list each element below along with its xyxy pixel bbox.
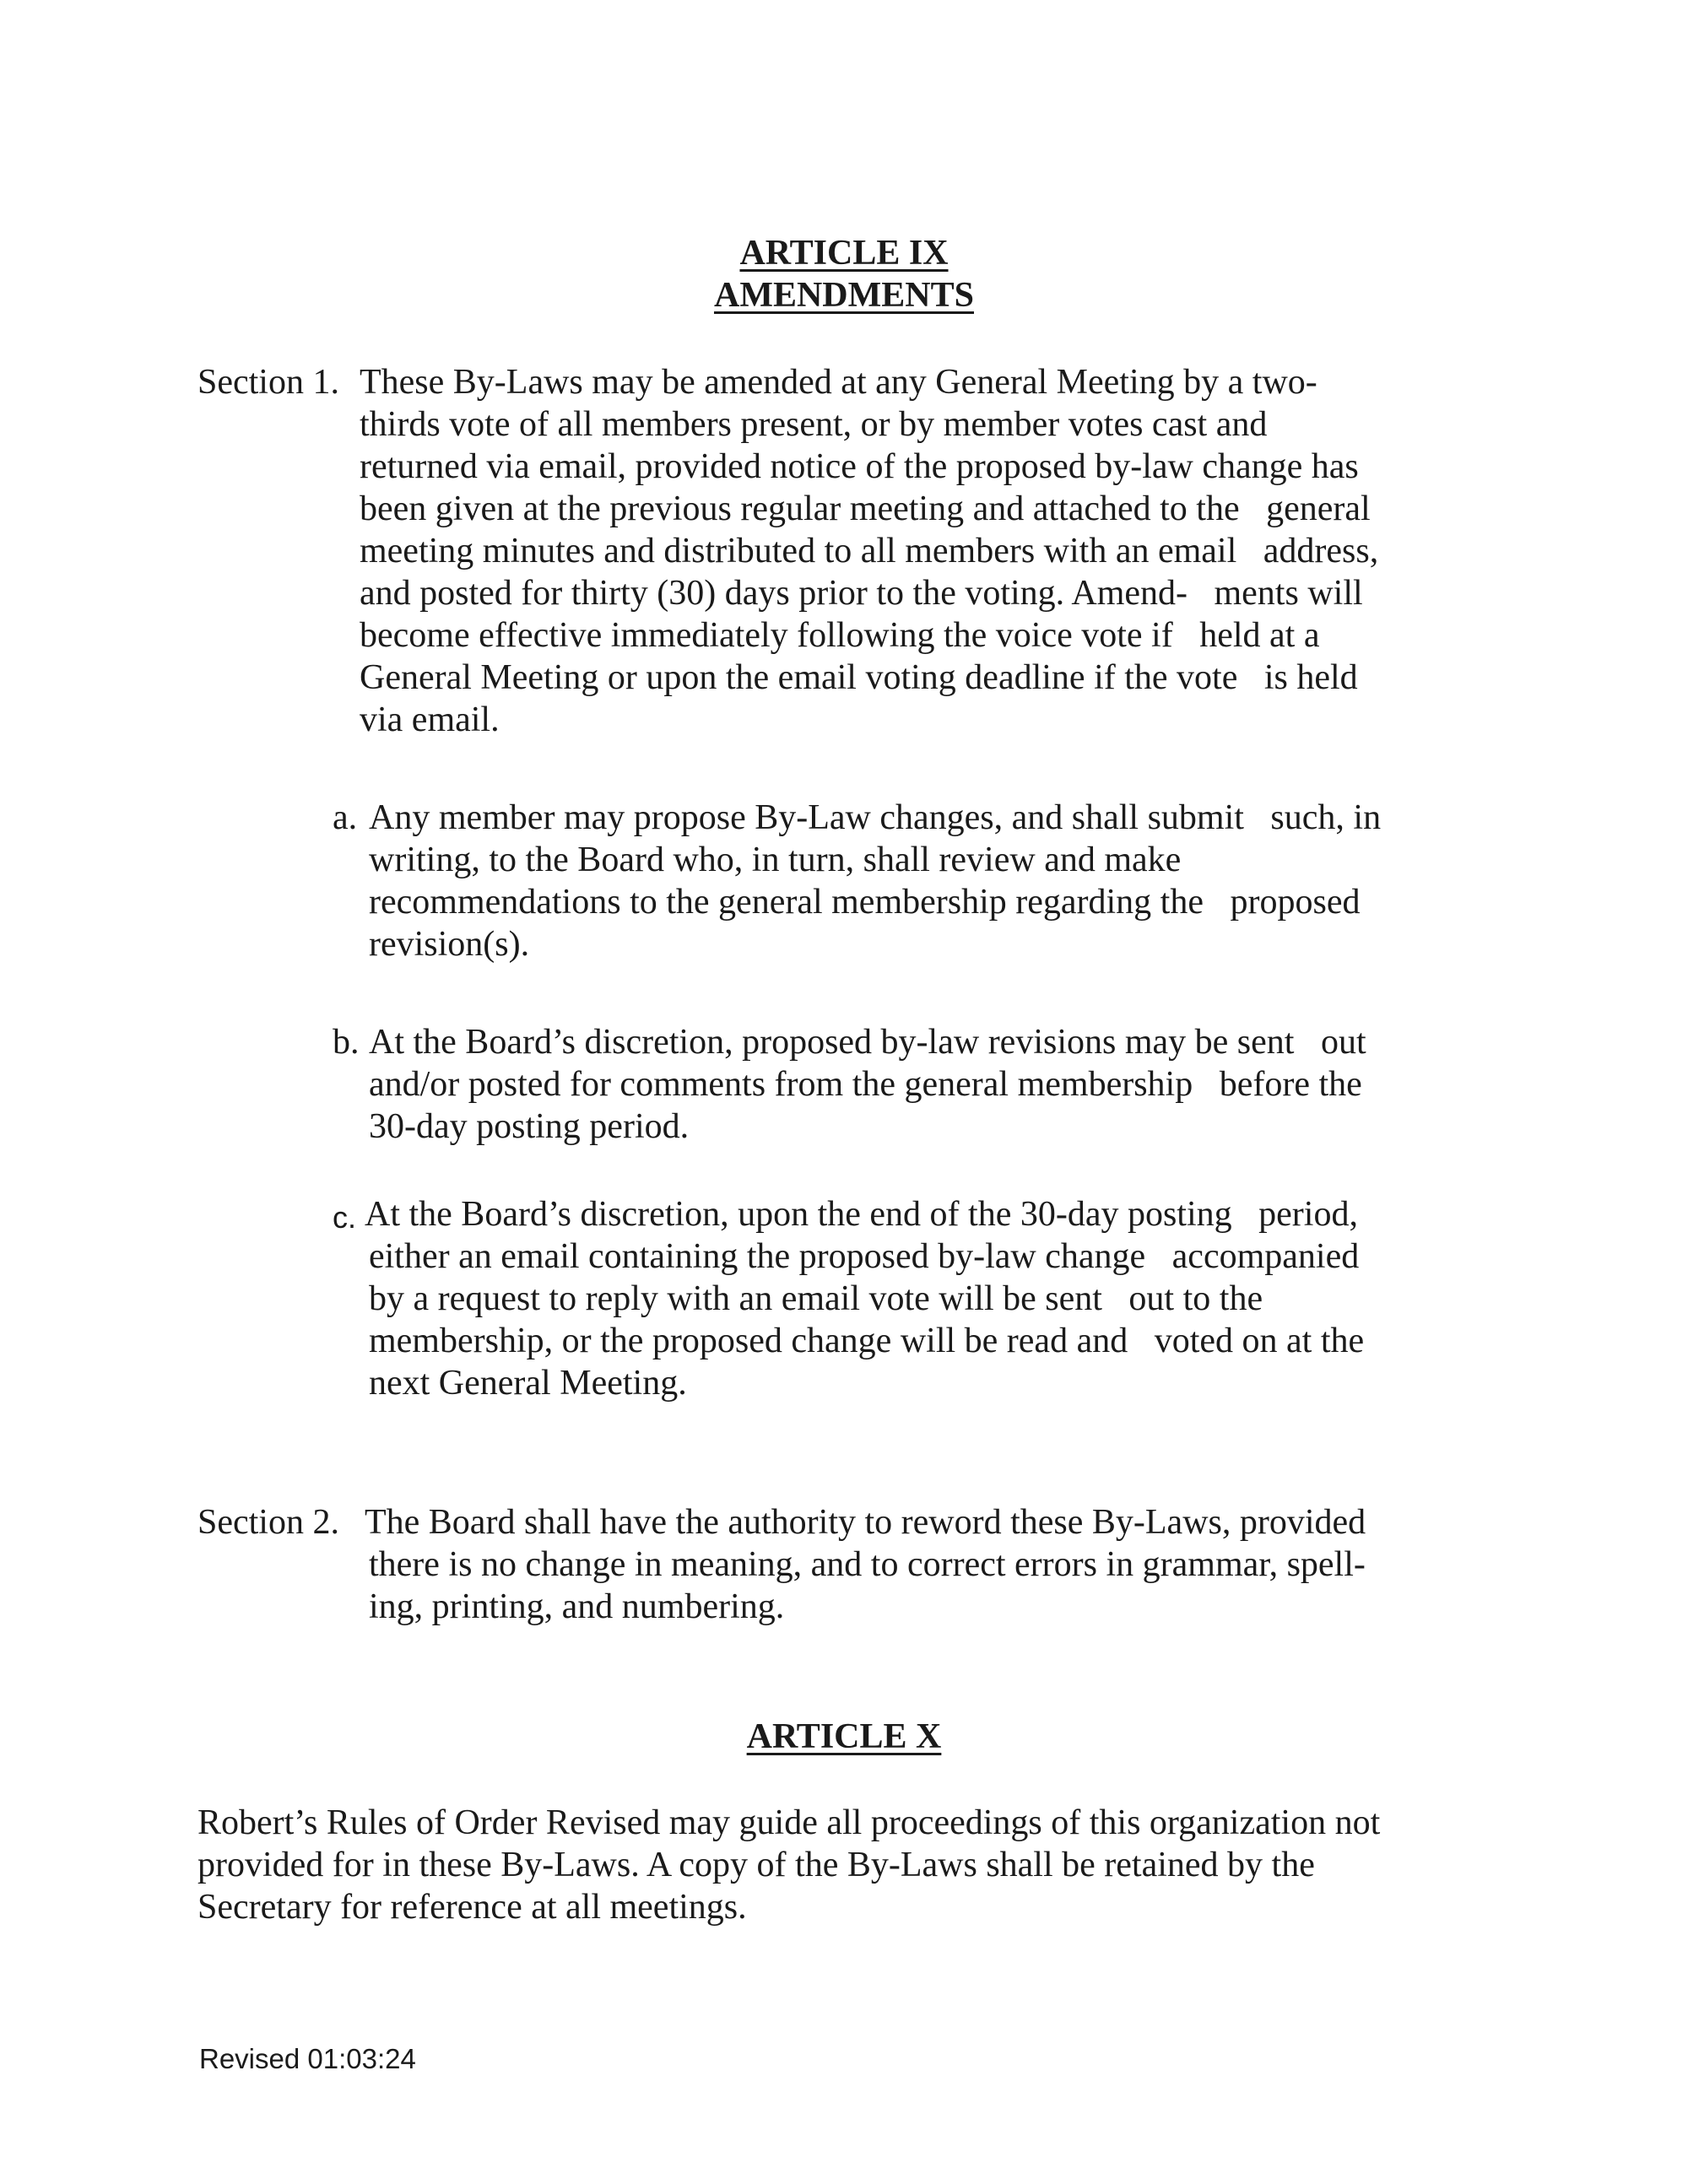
section-1-label: Section 1. [197,363,339,402]
item-b-line-1: At the Board’s discretion, proposed by-law revisions may be sent out [369,1023,1366,1062]
section-1-line-6: and posted for thirty (30) days prior to the voting. Amend- ments will [360,574,1363,613]
section-2-label: Section 2. [197,1503,339,1542]
item-c-line-5: next General Meeting. [369,1364,687,1403]
item-c-line-2: either an email containing the proposed by-law change accompanied [369,1237,1360,1276]
item-c-line-4: membership, or the proposed change will be read and voted on at the [369,1322,1365,1360]
article-x-title: ARTICLE X [746,1717,942,1756]
section-1-line-1: These By-Laws may be amended at any General Meeting by a two- [360,363,1317,402]
article-x-line-2: provided for in these By-Laws. A copy of the By-Laws shall be retained by the [197,1846,1315,1884]
revised-date: Revised 01:03:24 [199,2043,416,2074]
item-a-line-2: writing, to the Board who, in turn, shall review and make [369,841,1182,879]
item-a-line-3: recommendations to the general membership regarding the proposed [369,883,1361,922]
article-x-line-1: Robert’s Rules of Order Revised may guide all proceedings of this organization not [197,1803,1381,1842]
section-1-line-5: meeting minutes and distributed to all members with an email address, [360,532,1379,570]
article-ix-title: ARTICLE IX [739,234,949,273]
item-c-marker: c. [333,1200,357,1235]
section-2-line-3: ing, printing, and numbering. [369,1587,785,1626]
section-2-line-1: The Board shall have the authority to reword these By-Laws, provided [365,1503,1366,1542]
item-a-line-4: revision(s). [369,925,530,964]
item-c-line-1: At the Board’s discretion, upon the end of the 30-day posting period, [365,1195,1358,1234]
section-2-line-2: there is no change in meaning, and to correct errors in grammar, spell- [369,1545,1366,1584]
article-ix-subtitle: AMENDMENTS [713,276,974,315]
item-b-marker: b. [333,1023,360,1062]
item-b-line-3: 30-day posting period. [369,1107,690,1146]
section-1-line-8: General Meeting or upon the email voting deadline if the vote is held [360,658,1358,697]
item-c-line-3: by a request to reply with an email vote will be sent out to the [369,1279,1263,1318]
section-1-line-4: been given at the previous regular meeting and attached to the general [360,489,1371,528]
item-a-marker: a. [333,798,358,837]
item-b-line-2: and/or posted for comments from the general membership before the [369,1065,1362,1104]
article-x-line-3: Secretary for reference at all meetings. [197,1888,747,1927]
item-a-line-1: Any member may propose By-Law changes, and shall submit such, in [369,798,1382,837]
section-1-line-9: via email. [360,700,500,739]
section-1-line-7: become effective immediately following the voice vote if held at a [360,616,1320,655]
section-1-line-2: thirds vote of all members present, or by member votes cast and [360,405,1268,444]
section-1-line-3: returned via email, provided notice of the proposed by-law change has [360,447,1359,486]
